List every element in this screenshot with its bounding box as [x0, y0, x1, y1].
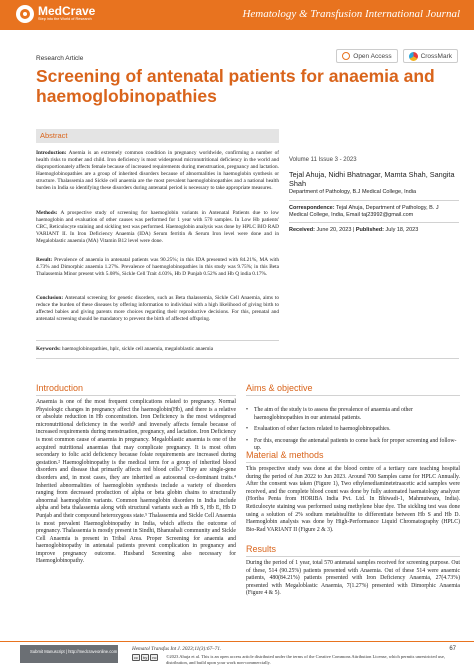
crossmark-icon	[409, 52, 418, 61]
abstract-heading: Abstract	[36, 129, 279, 143]
aims-underline	[246, 395, 460, 396]
paper-title: Screening of antenatal patients for anaemia and haemoglobinopathies	[36, 66, 435, 106]
aims-heading: Aims & objective	[246, 383, 313, 393]
abstract-methods-label: Methods:	[36, 210, 58, 216]
materials-text: This prospective study was done at the blood centre of a tertiary care teaching hospital during the period of Jun 2022 to Jun 2023. Around 700 Samples came for HPLC Annually. After the consent was taken (Figure 1), Two ethylenediaminetetraacetic acid samples were received, and the complete blood count was done by fully automated haematology analyzer (Horiba Penta from HORIBA India Pvt. Ltd. In Bhiwadi-1, Mahmutwara, India). Reticulocyte staining was performed using methylene blue dye. The sickling test was done using a solution of 2% sodium metabisulfite to differentiate between Hb S and Hb D. Haemoglobin analysis was done by High-Performance Liquid Chromatography (HPLC) Bio-Rad VARIANT II (Figure 2 & 3).	[246, 466, 460, 533]
published-date: July 18, 2023	[385, 227, 419, 233]
abstract-keywords	[36, 346, 279, 353]
abstract-result-label: Result:	[36, 257, 53, 263]
abstract-result-text: Prevalence of anaemia in antenatal patients was 90.25%; in this IDA presented with 84.21%, MA with 4.73% and Dimorphic anaemia 1.27%. Prevalence of haemoglobinopathies in this study was 9.75%; in this Beta Thalassemia Minor present with 5.08%, Sickle Cell Trait 4.03%, Hb D Punjab 0.52% and Hb Q india 0.17%.	[36, 257, 280, 277]
aims-item: • Evaluation of other factors related to haemoglobinopathies.	[246, 426, 460, 434]
published-label: Published:	[355, 227, 385, 233]
correspondence-label: Correspondence:	[289, 205, 335, 211]
volume-info: Volume 11 Issue 3 - 2023	[289, 157, 357, 163]
correspondence-text: Tejal Ahuja, Department of Pathology, B. J Medical College, India, Email	[289, 205, 439, 218]
aims-item: • The aim of the study is to assess the prevalence of anaemia and other haemoglobinopathies in our antenatal patients.	[246, 407, 460, 422]
abstract-methods	[36, 210, 279, 245]
page-number: 67	[449, 646, 456, 652]
footer-submit-banner[interactable]	[20, 645, 118, 663]
footer-divider	[0, 641, 474, 642]
open-access-label: Open Access	[353, 52, 392, 60]
crossmark-badge[interactable]	[403, 49, 458, 63]
cc-icon: cc	[134, 655, 138, 660]
materials-underline	[246, 462, 460, 463]
abstract-methods-text: A prospective study of screening for haemoglobin variants in Antenatal Patients due to low haemoglobin and evaluation of other causes was performed for 1 year with 570 samples. In Low Hb patients' CBC, Reticulocyte staining and sickling test was performed. Haemoglobin analysis was done by HPLC BIO RAD VARIANT II. In Iron Deficiency Anaemia (IDA) Serum ferritin & Serum Iron level were done and in Megaloblastic anaemia (MA) Vitamin B12 level were done.	[36, 210, 279, 244]
introduction-underline	[36, 395, 236, 396]
cc-license-icon[interactable]	[132, 654, 158, 661]
author-list: Tejal Ahuja, Nidhi Bhatnagar, Mamta Shah, Sangita Shah	[289, 170, 455, 188]
received-label: Received:	[289, 227, 315, 233]
abstract-result	[36, 257, 279, 278]
abstract-bottom-divider	[36, 358, 459, 359]
results-heading: Results	[246, 544, 277, 554]
results-text: During the period of 1 year, total 570 antenatal samples received for screening purpose. Out of these, 514 (90.25%) patients presented with Anaemia. Out of these 514 were anaemic patients, 480(84.21%) patients presented with Iron Deficiency Anaemia, 27(4.73%) presented with Megaloblastic Anaemia, 7(1.27%) presented with Dimorphic Anaemia (Figure 4 & 5).	[246, 560, 460, 597]
introduction-heading: Introduction	[36, 383, 84, 393]
journal-title: Hematology & Transfusion International Journal	[242, 8, 460, 20]
abstract-intro-label: Introduction:	[36, 150, 67, 156]
footer-submit-text: Submit Manuscript | http://medcraveonline.com	[30, 649, 118, 654]
journal-header	[0, 0, 474, 30]
received-date: June 20, 2023 |	[316, 227, 355, 233]
keywords-text: haemoglobinopathies, hplc, sickle cell anaemia, megaloblastic anaemia	[62, 346, 214, 352]
abstract-conclusion-text: Antenatal screening for genetic disorders, such as Beta thalassemia, Sickle Cell Anaemia, aims to reduce the burden of these diseases by offering information to individual with a high likelihood of giving birth to affected babies and giving parents more choices regarding their reproductive decisions. For this, prenatal and antenatal screening should be mandatory to prevent the birth of affected offspring.	[36, 295, 279, 322]
medcrave-logo-icon	[16, 5, 34, 23]
nc-icon: nc	[152, 655, 157, 660]
article-type: Research Article	[36, 55, 84, 62]
logo-tagline: Step into the World of Research	[38, 17, 92, 21]
badges	[336, 49, 458, 63]
footer-citation: Hematol Transfus Int J. 2023;11(3):67–71.	[132, 646, 222, 652]
open-access-icon	[342, 52, 350, 60]
abstract-conclusion-label: Conclusion:	[36, 295, 64, 301]
logo-name: MedCrave	[38, 4, 96, 18]
materials-heading: Material & methods	[246, 450, 324, 460]
open-access-badge[interactable]	[336, 49, 397, 63]
aims-item: • For this, encourage the antenatal patients to come back for proper screening and follow-up.	[246, 438, 460, 453]
by-icon: by	[143, 655, 148, 660]
department: Department of Pathology, B.J Medical College, India	[289, 189, 417, 195]
abstract-conclusion	[36, 295, 279, 323]
abstract-intro-text: Anemia is an extremely common condition in pregnancy worldwide, confirming a number of health risks to mother and child. Iron deficiency is most widespread micronutritional deficiency in the world and disproportionately affects female because of increased requirements during menstruation, pregnancy and lactation. Haemoglobinopathies are a group of inherited disorders because of abnormalities in haemoglobin synthesis or structure. Thalassemia and Sickle cell anaemia are the most prevalent haemoglobinopathies and a national health burden in India so identifying these disorders during antenatal period is necessary to take appropriate measures.	[36, 150, 279, 191]
meta-divider-1	[289, 200, 459, 201]
medcrave-logo[interactable]	[16, 5, 95, 23]
results-underline	[246, 556, 460, 557]
correspondence-email[interactable]: taj23992@gmail.com	[361, 212, 414, 218]
dates	[289, 227, 459, 234]
crossmark-label: CrossMark	[420, 52, 452, 60]
footer-license-text: ©2023 Ahuja et al. This is an open access article distributed under the terms of the Creative Commons Attribution License, which permits unrestricted use, distribution, and build upon your work non-commercially.	[166, 654, 446, 665]
meta-divider-2	[289, 222, 459, 223]
abstract-introduction	[36, 150, 279, 191]
keywords-label: Keywords:	[36, 346, 61, 352]
keywords-divider	[36, 340, 279, 341]
introduction-text: Anaemia is one of the most frequent complications related to pregnancy. Normal Physiologic changes in pregnancy affect the haemoglobin(Hb), and there is a relative or absolute reduction in Hb concentration. Iron Deficiency is the most widespread micronutritional deficiency in the world¹ and inversely affects female because of increased requirements during menstruation, pregnancy, and lactation. Iron Deficiency is most common cause of anaemia in pregnancy. Megaloblastic anaemia is one of the acquired nutritional anaemias that may complicate pregnancy. It is most often secondary to folic acid deficiency because folate requirements are increased during gestation.² Haemoglobinopathy is the medical term for a group of inherited blood disorders and disease that primarily affects red blood cells.³ They are single-gene disorders and, in most cases, they are inherited as autosomal co-dominant traits.⁴ Inherited abnormalities of haemoglobin synthesis include a variety of disorders ranging from decreased production of alpha or beta globin chains to structurally abnormal haemoglobin variants. Common haemoglobin disorders in India include alpha and beta thalassemia along with structural variants such as Hb S, Hb E, Hb D Punjab and their compound heterozygous state.⁵ Thalassemia and Sickle Cell Anaemia is most prevalent Haemoglobinopathy in India, which affects the outcome of pregnancy. Thalassemia is mostly present in Sindhi, Bhanushali community and Sickle Cell Anaemia is present in Tribal Area. Proper Screening for anaemia and haemoglobinopathy in antenatal patients prevent complication in pregnancy and improve pregnancy outcome. Husband Screening also necessary for Haemoglobinopathy.	[36, 399, 236, 565]
correspondence	[289, 205, 459, 219]
